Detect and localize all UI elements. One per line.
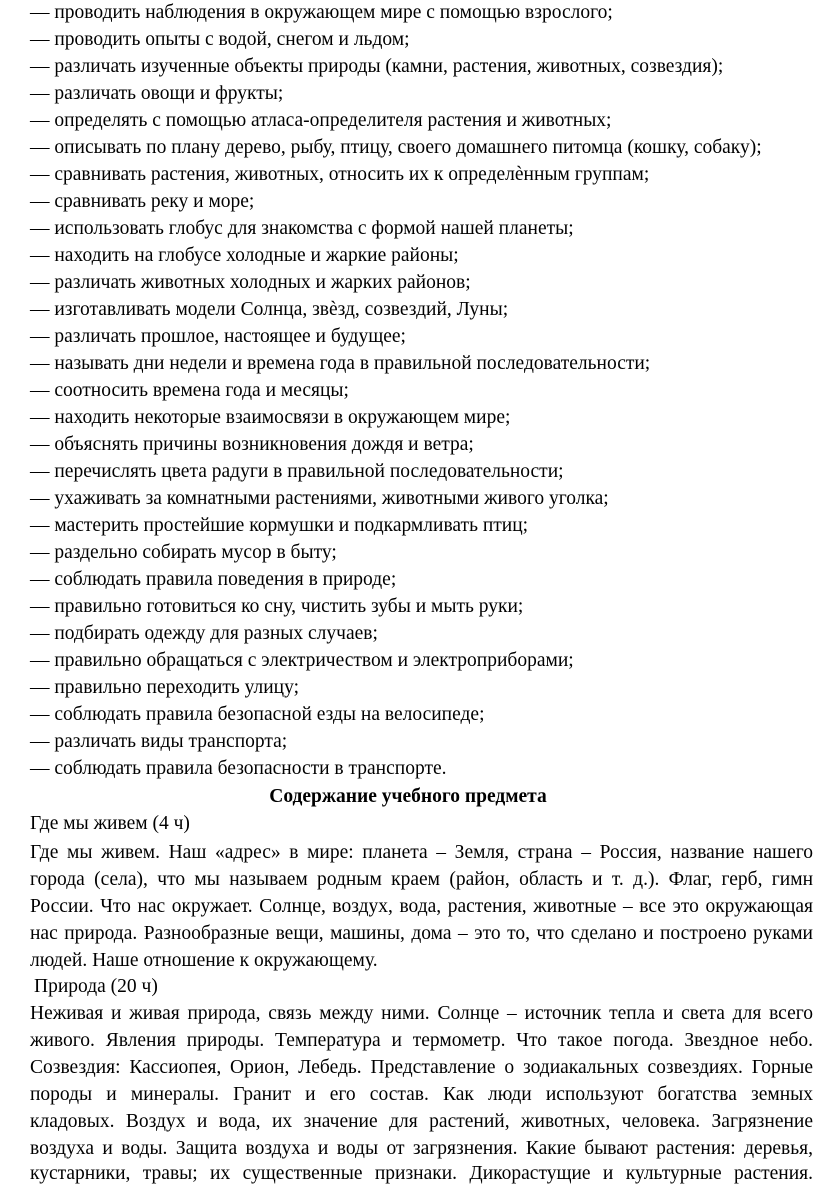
section-heading: Содержание учебного предмета: [269, 786, 547, 807]
topic-paragraph-line: воздуха и воды. Защита воздуха и воды от загрязнения. Какие бывают растения: деревья,: [30, 1138, 813, 1159]
list-item: — находить некоторые взаимосвязи в окружающем мире;: [30, 407, 511, 428]
list-item: — мастерить простейшие кормушки и подкармливать птиц;: [30, 515, 529, 536]
topic-paragraph-line: России. Что нас окружает. Солнце, воздух, вода, растения, животные – все это окружающая: [30, 896, 813, 917]
topic-paragraph-line: людей. Наше отношение к окружающему.: [30, 950, 378, 971]
list-item: — изготавливать модели Солнца, звѐзд, созвездий, Луны;: [30, 299, 509, 320]
list-item: — описывать по плану дерево, рыбу, птицу, своего домашнего питомца (кошку, собаку);: [30, 137, 762, 158]
list-item: — проводить опыты с водой, снегом и льдом;: [30, 29, 410, 50]
list-item: — правильно обращаться с электричеством и электроприборами;: [30, 650, 574, 671]
list-item: — различать животных холодных и жарких районов;: [30, 272, 471, 293]
list-item: — сравнивать реку и море;: [30, 191, 255, 212]
topic-paragraph-line: кладовых. Воздух и вода, их значение для растений, животных, человека. Загрязнение: [30, 1111, 813, 1132]
list-item: — соблюдать правила безопасной езды на велосипеде;: [30, 704, 485, 725]
list-item: — правильно готовиться ко сну, чистить зубы и мыть руки;: [30, 596, 524, 617]
list-item: — соблюдать правила безопасности в транспорте.: [30, 758, 447, 779]
list-item: — определять с помощью атласа-определителя растения и животных;: [30, 110, 612, 131]
topic-paragraph-line: кустарники, травы; их существенные признаки. Дикорастущие и культурные растения.: [30, 1163, 813, 1184]
topic-title: Где мы живем (4 ч): [30, 813, 190, 834]
list-item: — правильно переходить улицу;: [30, 677, 300, 698]
list-item: — различать изученные объекты природы (камни, растения, животных, созвездия);: [30, 56, 724, 77]
list-item: — соблюдать правила поведения в природе;: [30, 569, 397, 590]
list-item: — сравнивать растения, животных, относить их к определѐнным группам;: [30, 164, 650, 185]
list-item: — раздельно собирать мусор в быту;: [30, 542, 337, 563]
topic-paragraph-line: Созвездия: Кассиопея, Орион, Лебедь. Представление о зодиакальных созвездиях. Горные: [30, 1057, 813, 1078]
list-item: — перечислять цвета радуги в правильной последовательности;: [30, 461, 564, 482]
list-item: — ухаживать за комнатными растениями, животными живого уголка;: [30, 488, 609, 509]
topic-paragraph-line: Где мы живем. Наш «адрес» в мире: планета – Земля, страна – Россия, название нашего: [30, 842, 813, 863]
list-item: — объяснять причины возникновения дождя и ветра;: [30, 434, 474, 455]
topic-paragraph-line: живого. Явления природы. Температура и термометр. Что такое погода. Звездное небо.: [30, 1030, 813, 1051]
list-item: — находить на глобусе холодные и жаркие районы;: [30, 245, 459, 266]
list-item: — называть дни недели и времена года в правильной последовательности;: [30, 353, 651, 374]
list-item: — подбирать одежду для разных случаев;: [30, 623, 378, 644]
topic-paragraph-line: породы и минералы. Гранит и его состав. Как люди используют богатства земных: [30, 1084, 813, 1105]
topic-paragraph-line: города (села), что мы называем родным краем (район, область и т. д.). Флаг, герб, гимн: [30, 869, 813, 890]
list-item: — соотносить времена года и месяцы;: [30, 380, 349, 401]
topic-paragraph-line: Неживая и живая природа, связь между ними. Солнце – источник тепла и света для всего: [30, 1003, 813, 1024]
list-item: — проводить наблюдения в окружающем мире с помощью взрослого;: [30, 2, 613, 23]
list-item: — различать виды транспорта;: [30, 731, 288, 752]
list-item: — различать овощи и фрукты;: [30, 83, 284, 104]
topic-title: Природа (20 ч): [34, 976, 158, 997]
topic-paragraph-line: нас природа. Разнообразные вещи, машины, дома – это то, что сделано и построено руками: [30, 923, 813, 944]
list-item: — различать прошлое, настоящее и будущее;: [30, 326, 406, 347]
list-item: — использовать глобус для знакомства с формой нашей планеты;: [30, 218, 574, 239]
